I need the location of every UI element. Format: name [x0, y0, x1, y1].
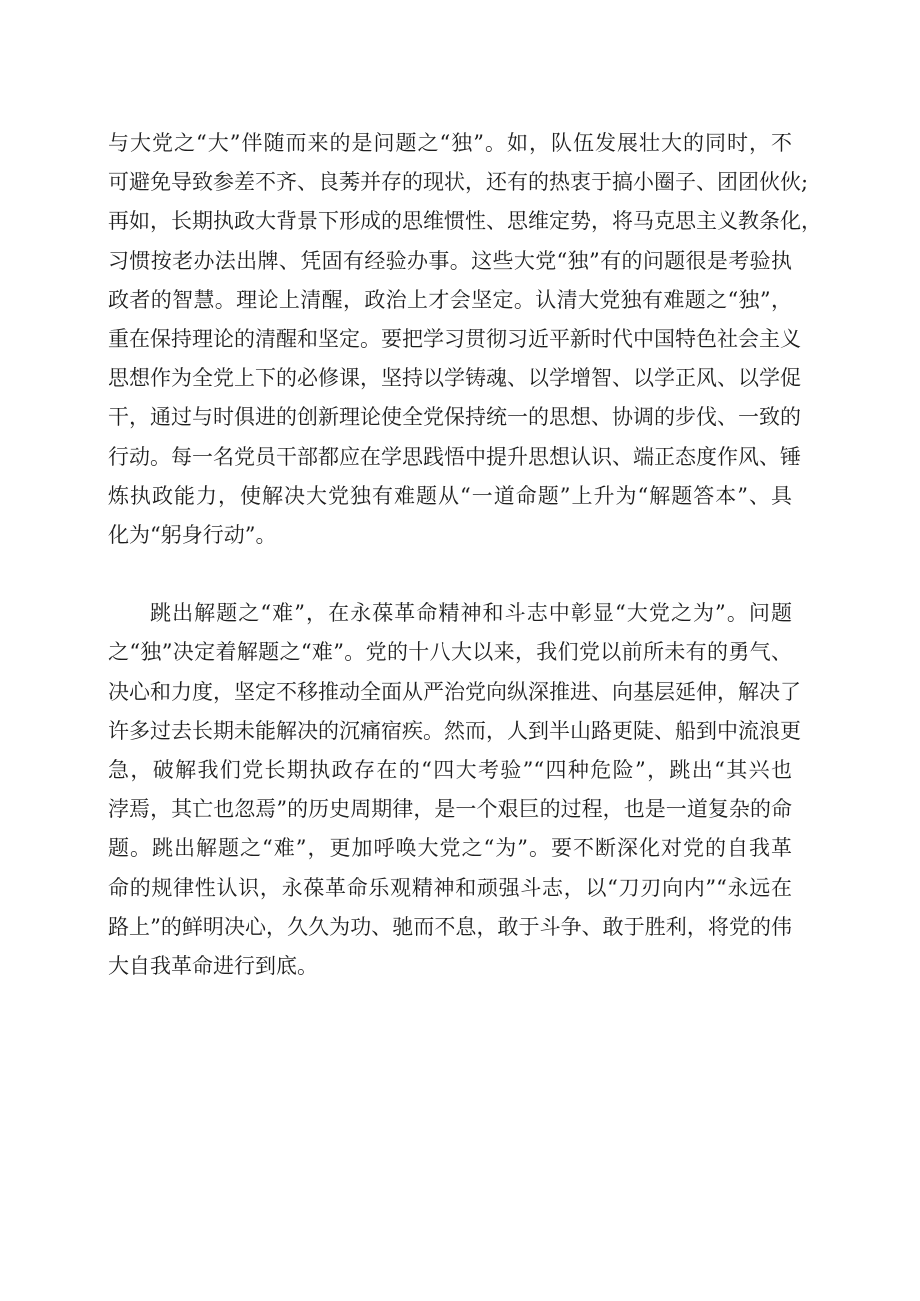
text-line: 政者的智慧。理论上清醒，政治上才会坚定。认清大党独有难题之“独”，	[108, 287, 792, 312]
text-line: 大自我革命进行到底。	[108, 953, 318, 978]
text-line: 化为“躬身行动”。	[108, 522, 277, 547]
text-line: 与大党之“大”伴随而来的是问题之“独”。如，队伍发展壮大的同时，不	[108, 131, 792, 155]
text-line: 之“独”决定着解题之“难”。党的十八大以来，我们党以前所未有的勇气、	[108, 640, 792, 665]
document-body	[108, 124, 822, 986]
paragraph-1	[108, 124, 822, 555]
text-line: 浡焉，其亡也忽焉”的历史周期律，是一个艰巨的过程，也是一道复杂的命	[108, 797, 792, 822]
text-line: 再如，长期执政大背景下形成的思维惯性、思维定势，将马克思主义教条化，	[108, 209, 822, 234]
text-line: 许多过去长期未能解决的沉痛宿疾。然而，人到半山路更陡、船到中流浪更	[108, 718, 801, 743]
text-line: 干，通过与时俱进的创新理论使全党保持统一的思想、协调的步伐、一致的	[108, 405, 801, 430]
text-line: 跳出解题之“难”，在永葆革命精神和斗志中彰显“大党之为”。问题	[150, 601, 792, 626]
text-line: 炼执政能力，使解决大党独有难题从“一道命题”上升为“解题答本”、具	[108, 483, 792, 508]
text-line: 题。跳出解题之“难”，更加呼唤大党之“为”。要不断深化对党的自我革	[108, 836, 792, 861]
text-line: 可避免导致参差不齐、良莠并存的现状，还有的热衷于搞小圈子、团团伙伙;	[108, 170, 809, 195]
text-line: 思想作为全党上下的必修课，坚持以学铸魂、以学增智、以学正风、以学促	[108, 366, 801, 391]
text-line: 命的规律性认识，永葆革命乐观精神和顽强斗志，以“刀刃向内”“永远在	[108, 875, 792, 900]
text-line: 急，破解我们党长期执政存在的“四大考验”“四种危险”，跳出“其兴也	[108, 758, 792, 782]
text-line: 路上”的鲜明决心，久久为功、驰而不息，敢于斗争、敢于胜利，将党的伟	[108, 914, 792, 939]
text-line: 决心和力度，坚定不移推动全面从严治党向纵深推进、向基层延伸，解决了	[108, 679, 801, 704]
paragraph-2	[108, 594, 801, 986]
text-line: 重在保持理论的清醒和坚定。要把学习贯彻习近平新时代中国特色社会主义	[108, 326, 801, 351]
text-line: 行动。每一名党员干部都应在学思践悟中提升思想认识、端正态度作风、锤	[108, 444, 801, 469]
text-line: 习惯按老办法出牌、凭固有经验办事。这些大党“独”有的问题很是考验执	[108, 248, 792, 273]
